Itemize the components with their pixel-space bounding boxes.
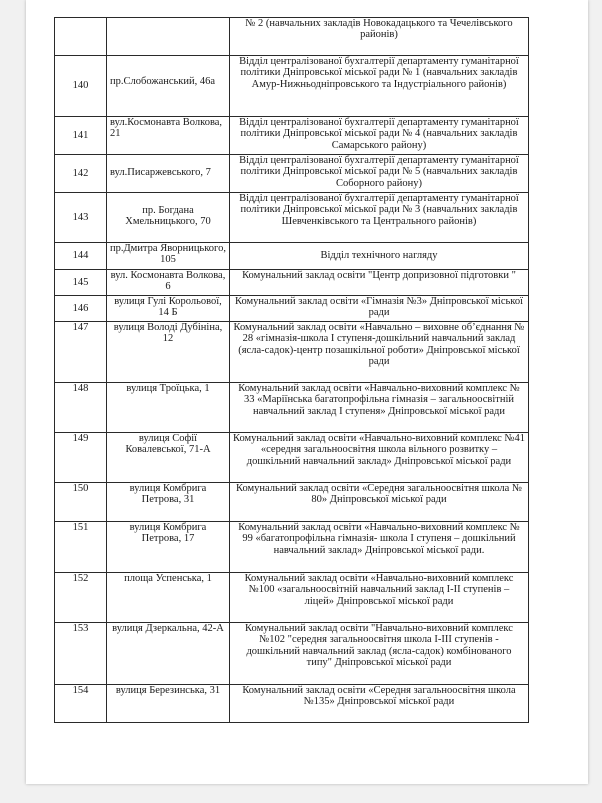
row-address xyxy=(107,18,230,56)
row-address: вул.Писаржевського, 7 xyxy=(107,155,230,193)
table-row xyxy=(55,623,529,685)
row-organization: № 2 (навчальних закладів Новокадацького та Чечелівського районів) xyxy=(230,18,529,56)
table-row xyxy=(55,193,529,243)
row-address: вулиця Володі Дубініна, 12 xyxy=(107,322,230,383)
table-row xyxy=(55,522,529,573)
row-number xyxy=(55,18,107,56)
row-number: 143 xyxy=(55,193,107,243)
row-number: 142 xyxy=(55,155,107,193)
table-row xyxy=(55,573,529,623)
row-number: 141 xyxy=(55,117,107,155)
row-address: вулиця Березинська, 31 xyxy=(107,685,230,723)
row-address: вулиця Софії Ковалевської, 71-А xyxy=(107,433,230,483)
row-number: 149 xyxy=(55,433,107,483)
table-row xyxy=(55,483,529,522)
row-number: 146 xyxy=(55,296,107,322)
row-address: пр.Дмитра Яворницького, 105 xyxy=(107,243,230,270)
row-address: вулиця Троїцька, 1 xyxy=(107,383,230,433)
row-address: вул.Космонавта Волкова, 21 xyxy=(107,117,230,155)
table-row xyxy=(55,685,529,723)
row-address: вулиця Дзеркальна, 42-А xyxy=(107,623,230,685)
row-number: 150 xyxy=(55,483,107,522)
table-row xyxy=(55,270,529,296)
row-organization: Відділ централізованої бухгалтерії департаменту гуманітарної політики Дніпровської міської ради № 5 (навчальних закладів Соборного району) xyxy=(230,155,529,193)
row-organization: Комунальний заклад освіти «Навчально-виховний комплекс №41 «середня загальноосвітня школа вільного розвитку – дошкільний навчальний заклад» Дніпровської міської ради xyxy=(230,433,529,483)
row-organization: Відділ централізованої бухгалтерії департаменту гуманітарної політики Дніпровської міської ради № 4 (навчальних закладів Самарського району) xyxy=(230,117,529,155)
institutions-table xyxy=(54,17,529,723)
row-address: площа Успенська, 1 xyxy=(107,573,230,623)
table-row xyxy=(55,243,529,270)
table-row xyxy=(55,322,529,383)
row-organization: Комунальний заклад освіти «Навчально-виховний комплекс № 33 «Маріїнська багатопрофільна гімназія – загальноосвітній навчальний заклад І ступеня» Дніпровської міської ради xyxy=(230,383,529,433)
table-row xyxy=(55,18,529,56)
row-organization: Комунальний заклад освіти "Навчально-виховний комплекс №102 "середня загальноосвітня школа І-ІІІ ступенів - дошкільний навчальний заклад (ясла-садок) комбінованого типу" Дніпровської міської ради xyxy=(230,623,529,685)
row-number: 153 xyxy=(55,623,107,685)
document-page xyxy=(26,0,588,784)
table-row xyxy=(55,117,529,155)
row-organization: Комунальний заклад освіти «Навчально-виховний комплекс №100 «загальноосвітній навчальний заклад І-ІІ ступенів – ліцей» Дніпровської міської ради xyxy=(230,573,529,623)
row-organization: Відділ централізованої бухгалтерії департаменту гуманітарної політики Дніпровської міської ради № 1 (навчальних закладів Амур-Нижньодніпровського та Індустріального районів) xyxy=(230,56,529,117)
table-row xyxy=(55,433,529,483)
row-organization: Відділ централізованої бухгалтерії департаменту гуманітарної політики Дніпровської міської ради № 3 (навчальних закладів Шевченківського та Центрального районів) xyxy=(230,193,529,243)
row-number: 147 xyxy=(55,322,107,383)
row-organization: Комунальний заклад освіти "Центр допризовної підготовки " xyxy=(230,270,529,296)
row-number: 145 xyxy=(55,270,107,296)
row-number: 151 xyxy=(55,522,107,573)
row-organization: Комунальний заклад освіти «Гімназія №3» Дніпровської міської ради xyxy=(230,296,529,322)
row-address: пр.Слобожанський, 46а xyxy=(107,56,230,117)
row-address: вул. Космонавта Волкова, 6 xyxy=(107,270,230,296)
row-address: вулиця Гулі Корольової, 14 Б xyxy=(107,296,230,322)
row-organization: Комунальний заклад освіти «Середня загальноосвітня школа №135» Дніпровської міської ради xyxy=(230,685,529,723)
row-address: вулиця Комбрига Петрова, 17 xyxy=(107,522,230,573)
row-organization: Комунальний заклад освіти «Навчально-виховний комплекс № 99 «багатопрофільна гімназія- школа І ступеня – дошкільний навчальний заклад» Дніпровської міської ради. xyxy=(230,522,529,573)
table-row xyxy=(55,296,529,322)
table-row xyxy=(55,383,529,433)
row-organization: Комунальний заклад освіти «Середня загальноосвітня школа № 80» Дніпровської міської ради xyxy=(230,483,529,522)
row-organization: Комунальний заклад освіти «Навчально – виховне об’єднання № 28 «гімназія-школа І ступеня-дошкільний навчальний заклад (ясла-садок)-центр позашкільної роботи» Дніпровської міської ради xyxy=(230,322,529,383)
row-number: 140 xyxy=(55,56,107,117)
row-organization: Відділ технічного нагляду xyxy=(230,243,529,270)
row-number: 148 xyxy=(55,383,107,433)
row-number: 152 xyxy=(55,573,107,623)
row-address: пр. Богдана Хмельницького, 70 xyxy=(107,193,230,243)
row-address: вулиця Комбрига Петрова, 31 xyxy=(107,483,230,522)
row-number: 154 xyxy=(55,685,107,723)
row-number: 144 xyxy=(55,243,107,270)
table-row xyxy=(55,155,529,193)
table-row xyxy=(55,56,529,117)
